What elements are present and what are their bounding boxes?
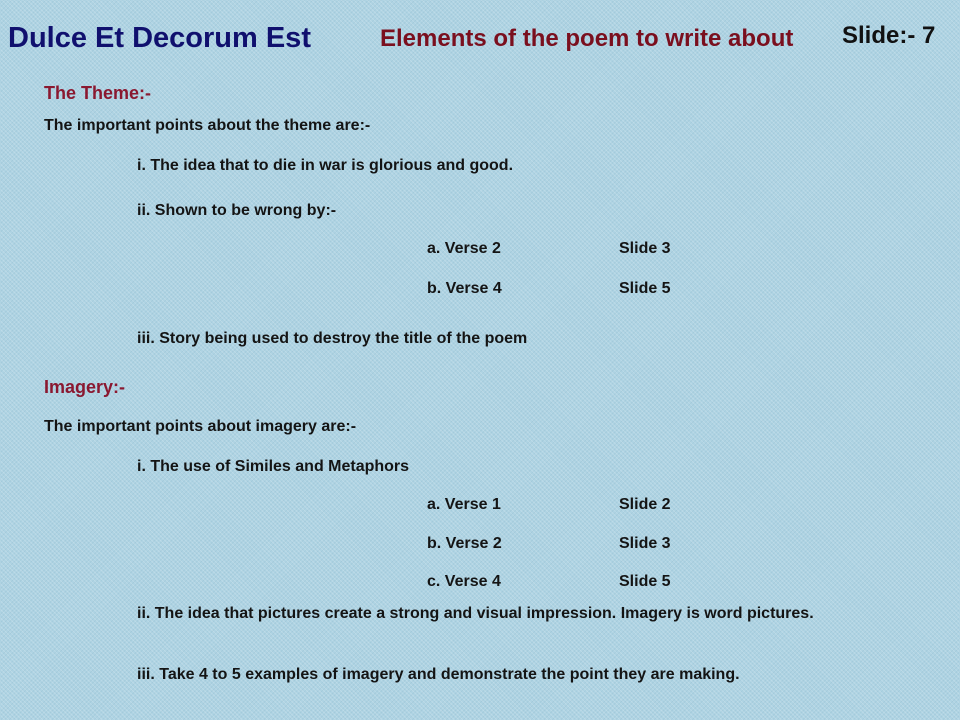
imagery-ref-slide: Slide 3 — [619, 535, 671, 552]
imagery-ref-slide: Slide 5 — [619, 573, 671, 590]
imagery-point-i: i. The use of Similes and Metaphors — [137, 458, 410, 475]
imagery-point-ii: ii. The idea that pictures create a strong and visual impression. Imagery is word pictures. — [137, 605, 814, 622]
theme-heading: The Theme:- — [44, 83, 152, 103]
slide-title: Dulce Et Decorum Est — [8, 22, 311, 54]
theme-intro: The important points about the theme are:- — [44, 117, 371, 134]
imagery-point-iii: iii. Take 4 to 5 examples of imagery and demonstrate the point they are making. — [137, 666, 740, 683]
theme-ref-verse: a. Verse 2 — [427, 240, 501, 257]
imagery-ref-verse: b. Verse 2 — [427, 535, 502, 552]
theme-ref-slide: Slide 3 — [619, 240, 671, 257]
imagery-ref-slide: Slide 2 — [619, 496, 671, 513]
theme-point-iii: iii. Story being used to destroy the title of the poem — [137, 330, 528, 347]
imagery-heading: Imagery:- — [44, 377, 126, 397]
theme-point-i: i. The idea that to die in war is glorious and good. — [137, 157, 514, 174]
imagery-ref-verse: a. Verse 1 — [427, 496, 501, 513]
slide-number-label: Slide:- 7 — [842, 22, 936, 49]
theme-point-ii: ii. Shown to be wrong by:- — [137, 202, 337, 219]
theme-ref-slide: Slide 5 — [619, 280, 671, 297]
theme-ref-verse: b. Verse 4 — [427, 280, 502, 297]
slide-subtitle: Elements of the poem to write about — [380, 25, 794, 52]
imagery-ref-verse: c. Verse 4 — [427, 573, 501, 590]
imagery-intro: The important points about imagery are:- — [44, 418, 357, 435]
